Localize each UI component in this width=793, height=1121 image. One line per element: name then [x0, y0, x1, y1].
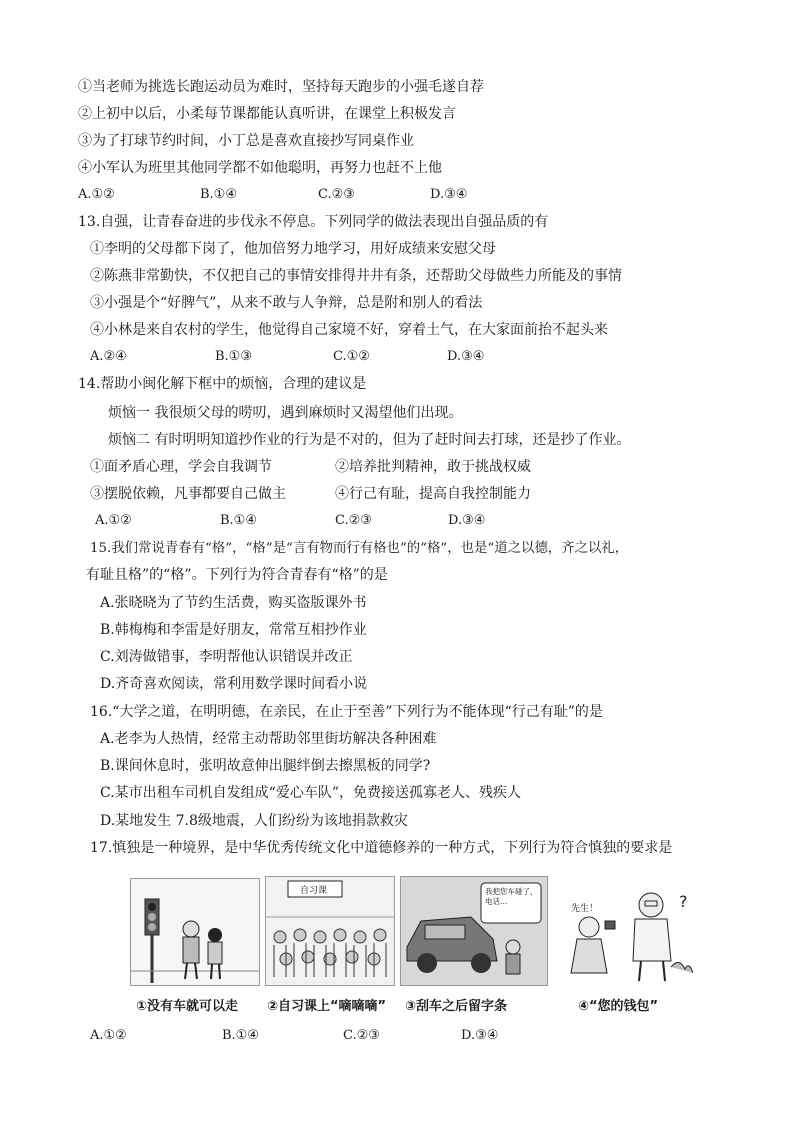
- picture-caption-1: ①没有车就可以走: [136, 999, 239, 1014]
- q16-option-d: D.某地发生 7.8级地震，人们纷纷为该地捐款救灾: [100, 813, 408, 829]
- classroom-illustration: [266, 877, 394, 985]
- q12-option-a: A.①②: [78, 187, 115, 202]
- q17-stem: 17.慎独是一种境界，是中华优秀传统文化中道德修养的一种方式，下列行为符合慎独的要求是: [90, 840, 673, 856]
- q14-option-a: A.①②: [95, 513, 132, 528]
- picture-caption-3: ③刮车之后留字条: [405, 999, 508, 1014]
- q15-option-c: C.刘涛做错事，李明帮他认识错误并改正: [100, 649, 353, 665]
- q13-option-a: A.②④: [90, 349, 127, 364]
- svg-text:?: ?: [679, 892, 688, 911]
- q16-stem: 16.“大学之道，在明明德，在亲民，在止于至善”下列行为不能体现“行己有耻”的是: [90, 704, 603, 720]
- q14-worry-2: 烦恼二 有时明明知道抄作业的行为是不对的，但为了赶时间去打球，还是抄了作业。: [108, 432, 631, 448]
- q14-option-b: B.①④: [220, 513, 257, 528]
- q12-item-1: ①当老师为挑选长跑运动员为难时，坚持每天跑步的小强毛遂自荐: [78, 79, 484, 95]
- traffic-light-illustration: [131, 879, 259, 985]
- q13-item-1: ①李明的父母都下岗了，他加倍努力地学习，用好成绩来安慰父母: [90, 241, 496, 257]
- q14-stem: 14.帮助小闽化解下框中的烦恼，合理的建议是: [78, 376, 367, 392]
- q15-stem-line1: 15.我们常说青春有“格”，“格”是“言有物而行有格也”的“格”，也是“道之以德，齐之以礼，: [90, 541, 629, 556]
- q14-item-3: ③摆脱依赖，凡事都要自己做主: [90, 486, 286, 502]
- q14-option-c: C.②③: [335, 513, 372, 528]
- q15-stem-line2: 有耻且格”的“格”。下列行为符合青春有“格”的是: [86, 567, 388, 583]
- q17-option-c: C.②③: [343, 1028, 380, 1043]
- q12-item-3: ③为了打球节约时间，小丁总是喜欢直接抄写同桌作业: [78, 133, 414, 149]
- wallet-illustration: [553, 877, 693, 985]
- q12-option-c: C.②③: [318, 187, 355, 202]
- q16-option-b: B.课间休息时，张明故意伸出腿绊倒去擦黑板的同学?: [100, 758, 431, 774]
- picture-panel-4: [552, 876, 694, 986]
- picture-panel-2: [265, 876, 395, 986]
- q13-option-d: D.③④: [447, 349, 485, 364]
- picture-panel-1: [130, 878, 260, 986]
- q14-item-1: ①面矛盾心理，学会自我调节: [90, 459, 272, 475]
- q17-option-b: B.①④: [222, 1028, 259, 1043]
- picture-panel-3: [400, 876, 548, 986]
- q13-item-2: ②陈燕非常勤快，不仅把自己的事情安排得井井有条，还帮助父母做些力所能及的事情: [90, 268, 622, 284]
- q14-worry-1: 烦恼一 我很烦父母的唠叨，遇到麻烦时又渴望他们出现。: [108, 405, 463, 421]
- q17-option-a: A.①②: [90, 1028, 127, 1043]
- q12-item-2: ②上初中以后，小柔每节课都能认真听讲，在课堂上积极发言: [78, 106, 456, 122]
- q13-item-4: ④小林是来自农村的学生，他觉得自己家境不好，穿着土气，在大家面前抬不起头来: [90, 322, 608, 338]
- picture-caption-4: ④“您的钱包”: [578, 999, 659, 1014]
- q12-option-d: D.③④: [430, 187, 468, 202]
- q14-item-4: ④行己有耻，提高自我控制能力: [335, 486, 531, 502]
- q13-item-3: ③小强是个“好脾气”，从来不敢与人争辩，总是附和别人的看法: [90, 295, 483, 311]
- q13-option-b: B.①③: [215, 349, 252, 364]
- q15-option-b: B.韩梅梅和李雷是好朋友，常常互相抄作业: [100, 622, 367, 638]
- q13-option-c: C.①②: [333, 349, 370, 364]
- q14-option-d: D.③④: [448, 513, 486, 528]
- q16-option-a: A.老李为人热情，经常主动帮助邻里街坊解决各种困难: [100, 731, 437, 747]
- q13-stem: 13.自强，让青春奋进的步伐永不停息。下列同学的做法表现出自强品质的有: [78, 214, 549, 230]
- picture-caption-2: ②自习课上“嘀嘀嘀”: [267, 999, 387, 1014]
- q15-option-d: D.齐奇喜欢阅读，常利用数学课时间看小说: [100, 676, 368, 692]
- q15-option-a: A.张晓晓为了节约生活费，购买盗版课外书: [100, 595, 367, 611]
- q14-item-2: ②培养批判精神，敢于挑战权威: [335, 459, 531, 475]
- note-paper-text: 我把您车碰了，电话…: [485, 887, 538, 906]
- speech-bubble: 先生！: [571, 904, 599, 914]
- classroom-sign: 自习课: [300, 886, 328, 896]
- q12-option-b: B.①④: [200, 187, 237, 202]
- q12-item-4: ④小军认为班里其他同学都不如他聪明，再努力也赶不上他: [78, 160, 442, 176]
- q17-option-d: D.③④: [461, 1028, 499, 1043]
- q16-option-c: C.某市出租车司机自发组成“爱心车队”，免费接送孤寡老人、残疾人: [100, 785, 521, 801]
